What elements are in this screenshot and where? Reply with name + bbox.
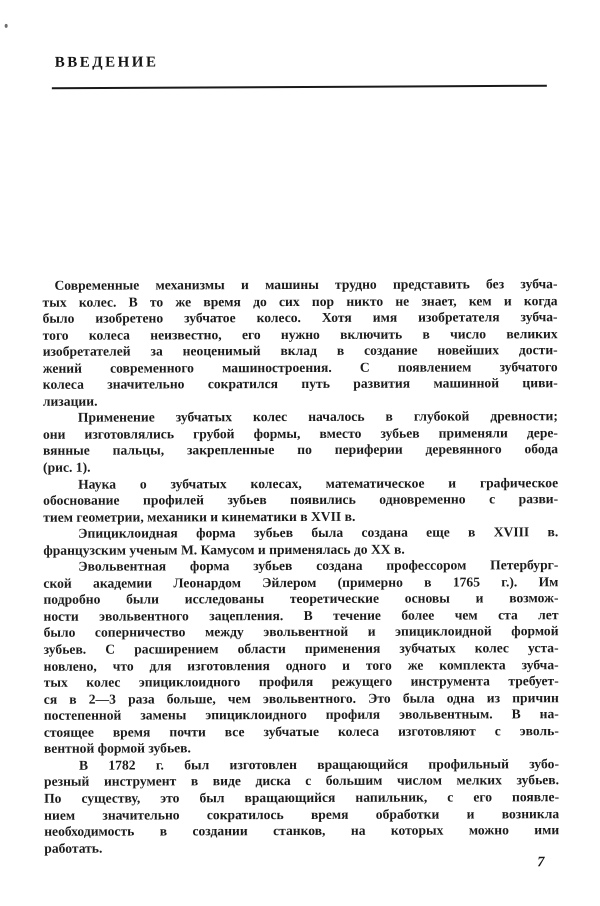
text-line: новлено, что для изготовления одного и того же комплекта зубча-: [43, 656, 559, 674]
text-line: изобретателей за неоценимый вклад в создание новейших дости-: [42, 342, 558, 359]
text-line: резный инструмент в виде диска с большим числом мелких зубьев.: [44, 772, 560, 790]
page-number: 7: [537, 854, 545, 871]
text-line: необходимость в создании станков, на которых можно ими: [44, 822, 560, 839]
text-line: обоснование профилей зубьев появились одновременно с разви-: [43, 491, 559, 508]
scan-speck: [5, 24, 8, 28]
text-line: Современные механизмы и машины трудно представить без зубча-: [54, 276, 558, 293]
paragraph: [43, 557, 559, 757]
text-line: В 1782 г. был изготовлен вращающийся профильный зубо-: [78, 756, 560, 773]
paragraph: [43, 524, 558, 559]
text-line: тием геометрии, механики и кинематики в XVII в.: [43, 508, 356, 525]
chapter-heading: ВВЕДЕНИЕ: [54, 54, 159, 71]
text-line: было изобретено зубчатое колесо. Хотя имя изобретателя зубча-: [42, 309, 558, 326]
text-line: они изготовлялись грубой формы, вместо зубьев применяли дере-: [42, 425, 558, 442]
text-line: Наука о зубчатых колесах, математическое и графическое: [78, 474, 559, 492]
text-line: нием значительно сократилось время обработки и возникла: [44, 805, 560, 823]
heading-rule: [52, 85, 547, 90]
text-line: работать.: [44, 840, 103, 856]
text-line: тых колес. В то же время до сих пор никто не знает, кем и когда: [42, 292, 558, 310]
text-line: По существу, это был вращающийся напильник, с его появле-: [44, 789, 560, 806]
text-line: вянные пальцы, закрепленные по периферии деревянного обода: [42, 441, 559, 459]
text-line: ся в 2—3 раза больше, чем эвольвентного. Это была одна из причин: [43, 689, 559, 707]
text-line: французским ученым М. Камусом и применялась до XX в.: [43, 541, 405, 558]
paragraph: [43, 475, 558, 526]
text-line: было соперничество между эвольвентной и эпициклоидной формой: [43, 623, 559, 641]
text-line: Эвольвентная форма зубьев создана профессором Петербург-: [78, 557, 559, 574]
text-line: Эпициклоидная форма зубьев была создана еще в XVIII в.: [78, 524, 559, 541]
text-line: лизации.: [42, 393, 98, 409]
text-line: стоящее время почти все зубчатые колеса изготовляют с эволь-: [43, 722, 559, 740]
text-line: тых колес эпициклоидного профиля режущего инструмента требует-: [43, 673, 559, 690]
text-line: колеса значительно сократился путь развития машинной циви-: [42, 375, 558, 393]
text-line: того колеса неизвестно, его нужно включить в число великих: [42, 325, 558, 343]
text-line: (рис. 1).: [43, 459, 91, 475]
paragraph: [43, 409, 558, 477]
text-line: подробно были исследованы теоретические основы и возмож-: [43, 590, 559, 608]
text-line: Применение зубчатых колес началось в глубокой древности;: [77, 408, 558, 426]
paragraph: [42, 276, 557, 410]
body-text: [42, 276, 559, 857]
text-line: ской академии Леонардом Эйлером (примерно в 1765 г.). Им: [43, 574, 559, 591]
text-line: вентной формой зубьев.: [43, 740, 191, 757]
text-line: ности эвольвентного зацепления. В течение более чем ста лет: [43, 607, 559, 624]
text-line: постепенной замены эпициклоидного профиля эвольвентным. В на-: [43, 706, 559, 724]
text-line: зубьев. С расширением области применения зубчатых колес уста-: [43, 640, 559, 657]
text-line: жений современного машиностроения. С появлением зубчатого: [42, 358, 558, 376]
paragraph: [44, 756, 559, 857]
